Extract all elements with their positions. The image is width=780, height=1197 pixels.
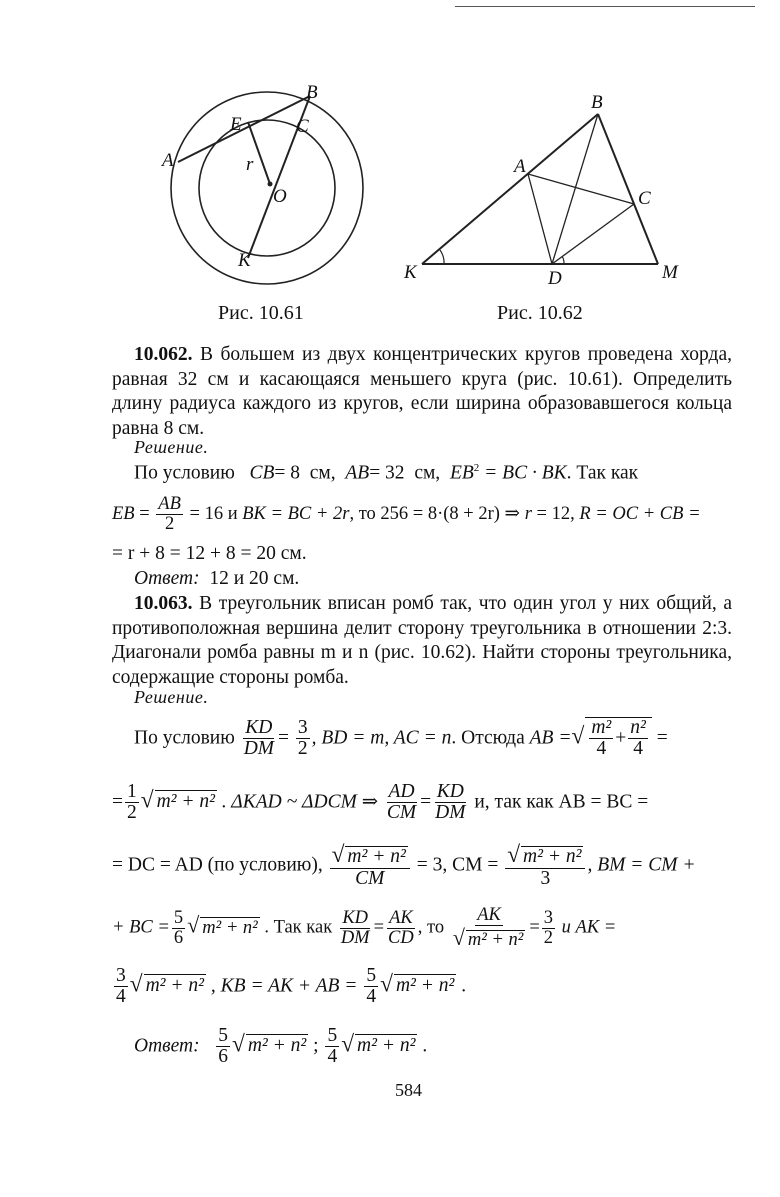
solution-line: + BC = $\frac{5}{6}$ √ m² + n² . Так как $\frac{KD}{DM}$ = $\frac{AK}{CD}$ , то $\frac{AK}{\text{√ m² + n²}}$ = $\frac{3}{2}$ и AK = (112, 905, 617, 951)
problem-number: 10.063. (134, 593, 193, 614)
problem-10-062 (112, 343, 732, 441)
problem-number: 10.062. (134, 344, 193, 365)
solution-line: $\frac{3}{4}$ √ m² + n² , KB = AK + AB = $\frac{5}{4}$ √ m² + n² . (116, 965, 467, 1008)
solution-line: EB = $\frac{AB}{2}$ = 16 и BK = BC + 2r, то 256 = 8·(8 + 2r) ⇒ r = 12, R = OC + CB = (112, 494, 701, 535)
problem-text: В большем из двух концентрических кругов проведена хорда, равная 32 см и касающаяся меньшего круга (рис. 10.61). Определить длину радиуса каждого из кругов, если ширина образовавшегося кольца равна 8 см. (112, 344, 732, 439)
top-rule (455, 6, 755, 7)
figure-10-62 (400, 92, 690, 297)
fig2-label-a: A (514, 156, 526, 177)
solution-line: = DC = AD (по условию), $\frac{\text{√ m² + n²}}{CM}$ = 3, CM = $\frac{\text{√ m² + n²}}{3}$ , BM = CM + (112, 842, 696, 889)
fig1-label-c: C (296, 116, 309, 137)
caption-fig-10-62: Рис. 10.62 (497, 302, 583, 324)
fig2-label-c: C (638, 188, 651, 209)
fig1-label-k: K (238, 250, 251, 271)
solution-line: = r + 8 = 12 + 8 = 20 см. (112, 543, 307, 564)
problem-10-063 (112, 592, 732, 690)
solution-label: Решение. (134, 437, 209, 457)
problem-text: В треугольник вписан ромб так, что один угол у них общий, а противоположная вершина делит сторону треугольника в отношении 2:3. Диагонали ромба равны m и n (рис. 10.62). Найти стороны треугольника, содержащие стороны ромба. (112, 593, 732, 688)
answer-line: Ответ: 12 и 20 см. (134, 568, 300, 589)
fig1-label-r: r (246, 154, 254, 175)
fig2-label-m: M (662, 262, 678, 283)
solution-line: = $\frac{1}{2}$ √ m² + n² . ΔKAD ~ ΔDCM ⇒ $\frac{AD}{CM}$ = $\frac{KD}{DM}$ и, так как AB = BC = (112, 781, 649, 824)
caption-fig-10-61: Рис. 10.61 (218, 302, 304, 324)
answer-line: Ответ: $\frac{5}{6}$ √ m² + n² ; $\frac{5}{4}$ √ m² + n² . (134, 1025, 428, 1068)
fig2-label-b: B (591, 92, 603, 113)
solution-label: Решение. (134, 687, 209, 707)
fig1-label-e: E (230, 114, 242, 135)
fig2-label-d: D (548, 268, 562, 289)
solution-line: По условию CB= 8 см, AB= 32 см, $EB^2$ = BC · BK. Так как (134, 462, 639, 484)
fig1-label-a: A (162, 150, 174, 171)
fig2-label-k: K (404, 262, 417, 283)
solution-line: По условию $\frac{KD}{DM}$ = $\frac{3}{2}$ , BD = m, AC = n. Отсюда AB =√ $\frac{\text{m²}}{4}$ + $\frac{\text{n²}}{4}$ = (134, 717, 668, 760)
page-number: 584 (395, 1080, 422, 1100)
fig1-label-b: B (306, 82, 318, 103)
fig1-label-o: O (273, 186, 287, 207)
figure-10-61 (160, 80, 380, 300)
